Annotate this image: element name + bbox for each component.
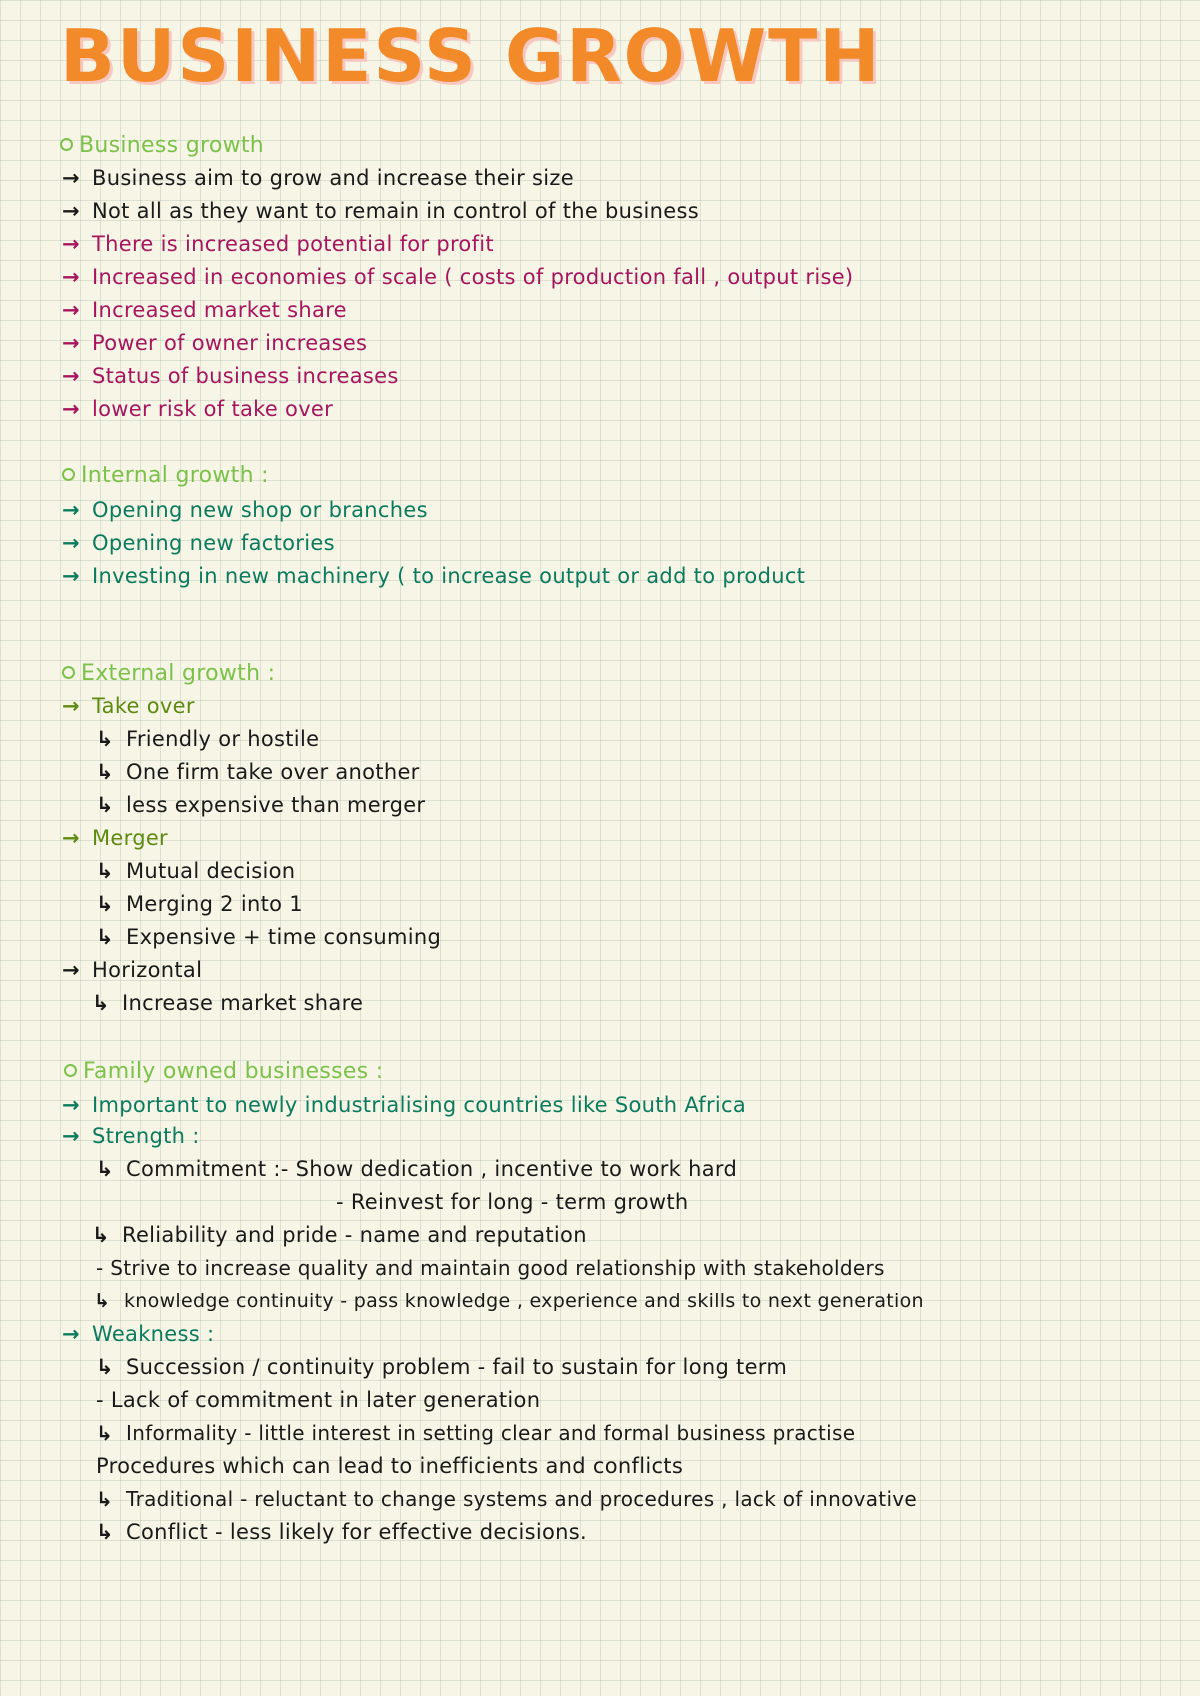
dash-bullet: - [96,1256,104,1280]
hook-arrow-icon: ↳ [92,1223,110,1247]
hook-arrow-icon: ↳ [96,859,114,883]
sub-item: ↳ Friendly or hostile [96,727,320,751]
hook-arrow-icon: ↳ [96,760,114,784]
sub-item: ↳ Informality - little interest in setting clear and formal business practise [96,1421,856,1445]
sub-item: ↳ Merging 2 into 1 [96,892,303,916]
list-item: → Important to newly industrialising countries like South Africa [62,1093,747,1117]
hook-arrow-icon: ↳ [92,991,110,1015]
hook-arrow-icon: ↳ [96,727,114,751]
hook-arrow-icon: ↳ [96,1487,114,1511]
list-item: → Opening new shop or branches [62,498,428,522]
page-title: BUSINESS GROWTH [60,14,882,98]
section-heading-internal-growth: Internal growth : [62,462,269,490]
sub-item: ↳ Expensive + time consuming [96,925,442,949]
sub-item: ↳ Traditional - reluctant to change systems and procedures , lack of innovative [96,1487,918,1511]
sub-item: ↳ Commitment :- Show dedication , incentive to work hard [96,1157,738,1181]
list-item: → Investing in new machinery ( to increase output or add to product [62,564,806,588]
arrow-icon: → [62,232,80,256]
arrow-icon: → [62,166,80,190]
sub-item-continued: - Reinvest for long - term growth [336,1190,689,1214]
sub-item: ↳ Increase market share [92,991,364,1015]
sub-item-continued: Procedures which can lead to inefficients and conflicts [96,1454,684,1478]
circle-bullet-icon [62,468,75,481]
circle-bullet-icon [62,666,75,679]
arrow-icon: → [62,826,80,850]
list-item: → Business aim to grow and increase their size [62,166,574,190]
arrow-icon: → [62,265,80,289]
arrow-icon: → [62,1093,80,1117]
arrow-icon: → [62,1124,80,1148]
dash-bullet: - [96,1388,104,1412]
section-heading-business-growth: Business growth [60,132,264,160]
arrow-icon: → [62,498,80,522]
list-item-takeover: → Take over [62,694,195,718]
sub-item: ↳ less expensive than merger [96,793,426,817]
hook-arrow-icon: ↳ [96,892,114,916]
arrow-icon: → [62,1322,80,1346]
sub-item: - Strive to increase quality and maintain good relationship with stakeholders [96,1256,885,1280]
arrow-icon: → [62,397,80,421]
section-heading-family-owned: Family owned businesses : [64,1058,383,1086]
sub-item: ↳ One firm take over another [96,760,420,784]
circle-bullet-icon [64,1064,77,1077]
arrow-icon: → [62,364,80,388]
circle-bullet-icon [60,138,73,151]
hook-arrow-icon: ↳ [96,1157,114,1181]
list-item: → Not all as they want to remain in control of the business [62,199,699,223]
arrow-icon: → [62,694,80,718]
sub-item: ↳ Reliability and pride - name and reputation [92,1223,587,1247]
hook-arrow-icon: ↳ [96,1355,114,1379]
sub-item: ↳ Conflict - less likely for effective decisions. [96,1520,587,1544]
arrow-icon: → [62,298,80,322]
list-item: → Status of business increases [62,364,399,388]
hook-arrow-icon: ↳ [96,1520,114,1544]
hook-arrow-icon: ↳ [96,925,114,949]
list-item: → Power of owner increases [62,331,368,355]
list-item-horizontal: → Horizontal [62,958,203,982]
arrow-icon: → [62,331,80,355]
list-item-merger: → Merger [62,826,168,850]
list-item-weakness: → Weakness : [62,1322,215,1346]
list-item-strength: → Strength : [62,1124,200,1148]
hook-arrow-icon: ↳ [96,1421,114,1445]
sub-item: ↳ Mutual decision [96,859,296,883]
list-item: → Increased market share [62,298,347,322]
arrow-icon: → [62,564,80,588]
list-item: → There is increased potential for profit [62,232,494,256]
arrow-icon: → [62,531,80,555]
arrow-icon: → [62,958,80,982]
list-item: → Increased in economies of scale ( costs of production fall , output rise) [62,265,854,289]
sub-item: ↳ knowledge continuity - pass knowledge , experience and skills to next generation [94,1287,924,1315]
arrow-icon: → [62,199,80,223]
hook-arrow-icon: ↳ [96,793,114,817]
list-item: → Opening new factories [62,531,335,555]
list-item: → lower risk of take over [62,397,334,421]
sub-item: - Lack of commitment in later generation [96,1388,541,1412]
sub-item: ↳ Succession / continuity problem - fail to sustain for long term [96,1355,788,1379]
hook-arrow-icon: ↳ [94,1290,111,1312]
section-heading-external-growth: External growth : [62,660,275,688]
